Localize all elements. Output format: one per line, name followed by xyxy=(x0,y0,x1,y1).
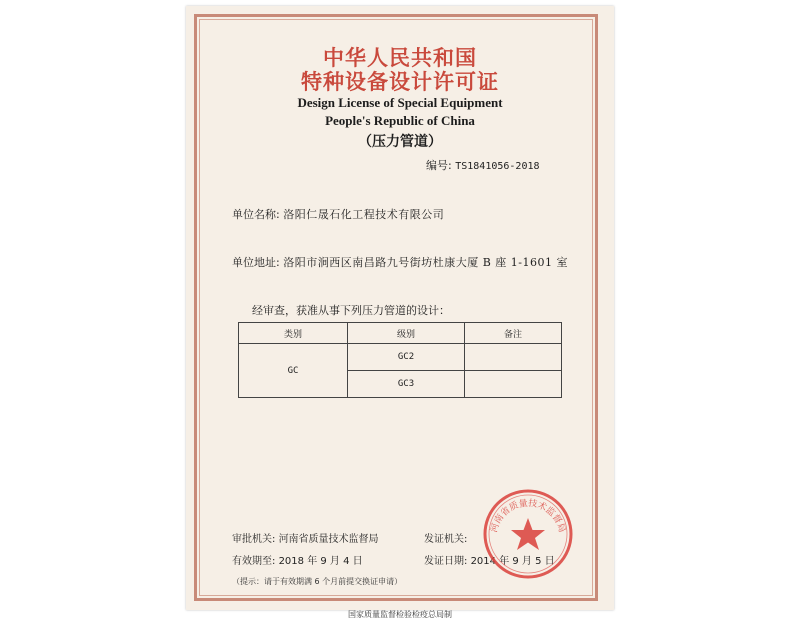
seal-text: 河南省质量技术监督局 xyxy=(489,498,567,534)
issuing-authority xyxy=(424,530,467,545)
unit-name-label: 单位名称: xyxy=(232,208,280,221)
issuing-authority-label: 发证机关: xyxy=(424,534,468,545)
unit-address-value: 洛阳市涧西区南昌路九号街坊杜康大厦 B 座 1-1601 室 xyxy=(283,256,568,269)
title-cn-line1: 中华人民共和国 xyxy=(323,46,477,70)
title-cn-line2: 特种设备设计许可证 xyxy=(301,70,499,94)
cell-remark xyxy=(465,371,562,398)
cell-remark xyxy=(465,344,562,371)
header-remark: 备注 xyxy=(465,323,562,344)
table-row xyxy=(239,344,562,371)
cell-category: GC xyxy=(239,344,348,398)
certificate-number xyxy=(426,157,540,173)
unit-name-value: 洛阳仁晟石化工程技术有限公司 xyxy=(283,208,445,221)
unit-address-label: 单位地址: xyxy=(232,256,280,269)
cell-level: GC3 xyxy=(348,371,465,398)
title-en-line1: Design License of Special Equipment xyxy=(297,95,503,110)
scope-intro: 经审查，获准从事下列压力管道的设计： xyxy=(252,304,450,317)
certificate-number-label: 编号: xyxy=(426,159,452,172)
renewal-note: （提示：请于有效期满 6 个月前提交换证申请） xyxy=(232,577,403,586)
certificate-number-value: TS1841056-2018 xyxy=(455,161,540,172)
table-header-row xyxy=(239,323,562,344)
valid-until-value: 2018 年 9 月 4 日 xyxy=(278,556,363,567)
approval-authority xyxy=(232,530,379,545)
title-en-line2: People's Republic of China xyxy=(325,113,475,128)
official-seal-icon xyxy=(482,488,574,580)
title-category: （压力管道） xyxy=(358,134,442,150)
issue-date-value: 2014 年 9 月 5 日 xyxy=(470,556,555,567)
header-level: 级别 xyxy=(348,323,465,344)
footer-issuer: 国家质量监督检验检疫总局制 xyxy=(348,610,452,619)
unit-address xyxy=(232,254,568,270)
cell-level: GC2 xyxy=(348,344,465,371)
valid-until-label: 有效期至: xyxy=(232,556,276,567)
header-category: 类别 xyxy=(239,323,348,344)
approval-authority-value: 河南省质量技术监督局 xyxy=(278,534,379,545)
approval-authority-label: 审批机关: xyxy=(232,534,276,545)
issue-date-label: 发证日期: xyxy=(424,556,468,567)
valid-until xyxy=(232,552,363,567)
unit-name xyxy=(232,206,444,222)
scope-table xyxy=(238,322,562,398)
